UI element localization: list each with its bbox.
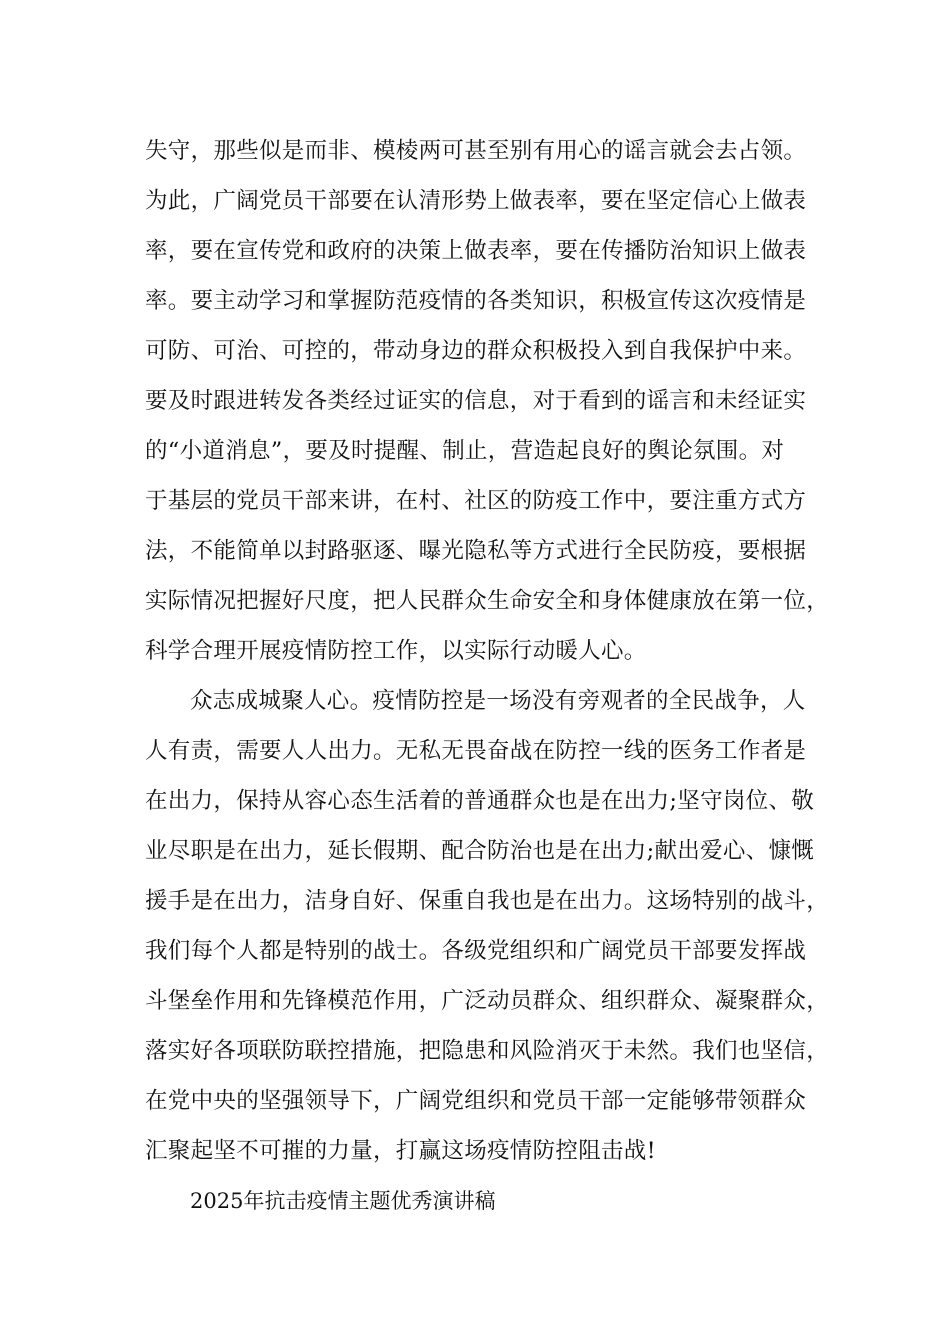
text-line: 可防、可治、可控的，带动身边的群众积极投入到自我保护中来。 <box>145 338 807 364</box>
text-line: 率，要在宣传党和政府的决策上做表率，要在传播防治知识上做表 <box>145 238 807 264</box>
text-line: 在出力，保持从容心态生活着的普通群众也是在出力;坚守岗位、敬 <box>145 788 815 814</box>
text-line: 为此，广阔党员干部要在认清形势上做表率，要在坚定信心上做表 <box>145 188 807 214</box>
text-line: 业尽职是在出力，延长假期、配合防治也是在出力;献出爱心、慷慨 <box>145 838 815 864</box>
text-line: 落实好各项联防联控措施，把隐患和风险消灭于未然。我们也坚信， <box>145 1038 830 1064</box>
text-line: 实际情况把握好尺度，把人民群众生命安全和身体健康放在第一位， <box>145 588 830 614</box>
text-line: 斗堡垒作用和先锋模范作用，广泛动员群众、组织群众、凝聚群众， <box>145 988 830 1014</box>
text-line: 众志成城聚人心。疫情防控是一场没有旁观者的全民战争，人 <box>190 688 806 714</box>
text-line: 汇聚起坚不可摧的力量，打赢这场疫情防控阻击战! <box>145 1138 656 1164</box>
section-heading: 2025年抗击疫情主题优秀演讲稿 <box>190 1189 496 1213</box>
text-line: 法，不能简单以封路驱逐、曝光隐私等方式进行全民防疫，要根据 <box>145 538 807 564</box>
text-line: 在党中央的坚强领导下，广阔党组织和党员干部一定能够带领群众 <box>145 1088 807 1114</box>
text-line: 人有责，需要人人出力。无私无畏奋战在防控一线的医务工作者是 <box>145 738 807 764</box>
text-line: 失守，那些似是而非、模棱两可甚至别有用心的谣言就会去占领。 <box>145 138 807 164</box>
text-line: 科学合理开展疫情防控工作，以实际行动暖人心。 <box>145 638 647 664</box>
text-line: 我们每个人都是特别的战士。各级党组织和广阔党员干部要发挥战 <box>145 938 807 964</box>
text-line: 要及时跟进转发各类经过证实的信息，对于看到的谣言和未经证实 <box>145 388 807 414</box>
text-line: 援手是在出力，洁身自好、保重自我也是在出力。这场特别的战斗， <box>145 888 830 914</box>
text-line: 率。要主动学习和掌握防范疫情的各类知识，积极宣传这次疫情是 <box>145 288 807 314</box>
text-line: 的“小道消息”，要及时提醒、制止，营造起良好的舆论氛围。对 <box>145 438 785 464</box>
text-line: 于基层的党员干部来讲，在村、社区的防疫工作中，要注重方式方 <box>145 488 807 514</box>
